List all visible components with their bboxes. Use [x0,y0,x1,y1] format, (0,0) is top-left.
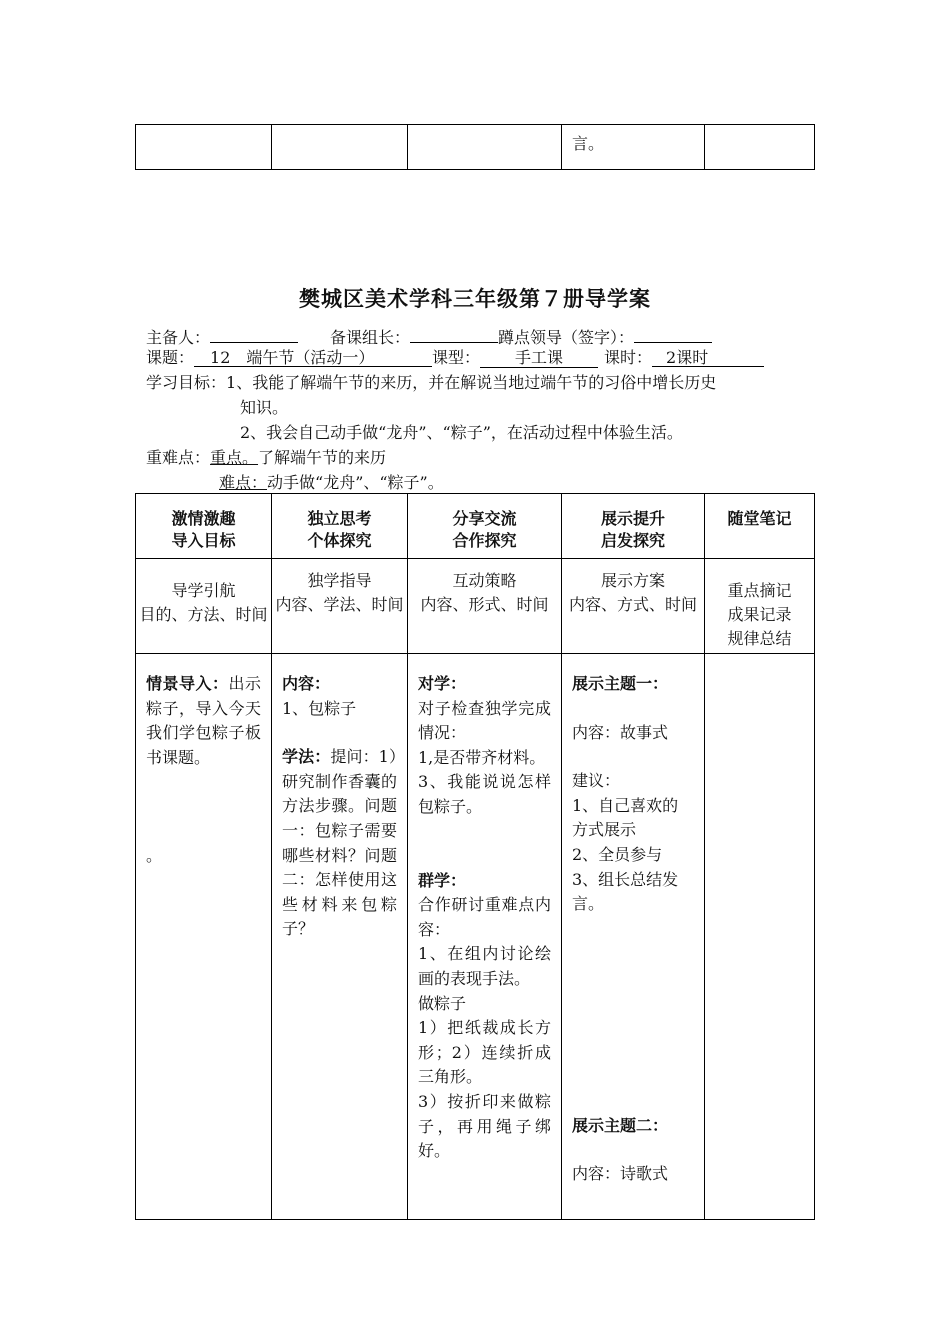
hours-value: 2课时 [652,347,764,367]
hours-label: 课时： [604,348,653,367]
group-leader-label: 备课组长： [330,328,411,347]
table-cell [705,125,815,170]
suggest-2: 2、全员参与 [572,844,663,864]
theme-2-content: 内容：诗歌式 [572,1164,669,1184]
header-cell [272,494,408,559]
type-label: 课型： [432,348,481,367]
subheader-text: 互动策略 内容、形式、时间 [420,571,549,614]
group-text-4: 1）把纸裁成长方形；2）连续折成三角形。 [418,1018,551,1087]
difficult-label: 难点： [219,473,268,492]
group-label: 群学： [418,870,467,890]
cell-text: 言。 [572,134,605,153]
subheader-text: 重点摘记 成果记录 规律总结 [727,581,792,648]
table-subheader-row [136,559,815,654]
goals-line-2: 知识。 [240,398,289,417]
suggest-3: 3、组长总结发言。 [572,869,679,914]
method-text: 提问：1）研究制作香囊的方法步骤。问题一：包粽子需要哪些材料？问题二：怎样使用这些材料来包粽子？ [282,747,397,939]
header-line: 激情激趣 [171,509,236,528]
theme-2: 展示主题二： [572,1115,669,1135]
header-cell [705,494,815,559]
subheader-cell [562,559,705,654]
pair-text-3: 3、我能说说怎样包粽子。 [418,772,551,816]
leader-label: 蹲点领导（签字）： [498,328,635,347]
subheader-text: 独学指导 内容、学法、时间 [275,571,404,614]
goal-2: 2、我会自己动手做“龙舟”、“粽子”，在活动过程中体验生活。 [240,423,683,442]
method-block [282,745,397,942]
cooperation-cell [408,654,562,1220]
page-title: 樊城区美术学科三年级第７册导学案 [299,286,651,311]
topic-line [146,347,764,369]
header-line: 展示提升 [600,509,665,528]
theme-1-content: 内容：故事式 [572,722,669,742]
group-text-5: 3）按折印来做粽子，再用绳子绑好。 [418,1091,551,1161]
table-header-row [136,494,815,559]
preparer-line [146,322,712,349]
header-line: 随堂笔记 [727,509,792,528]
leader-blank [634,322,712,343]
key-text: 了解端午节的来历 [258,448,387,467]
difficult-line [211,472,444,494]
subheader-cell [705,559,815,654]
type-value: 手工课 [480,347,598,368]
presentation-cell [562,654,705,1220]
header-line: 分享交流 [452,509,517,528]
header-line: 个体探究 [307,531,372,550]
group-leader-blank [410,322,498,343]
pair-text-1: 对子检查独学完成情况： [418,698,551,743]
subheader-cell [136,559,272,654]
intro-text: 出示粽子，导入今天我们学包粽子板书课题。 [146,674,261,767]
topic-value: 12 端午节（活动一） [194,347,432,367]
table-cell [408,125,562,170]
continued-table [135,124,815,170]
table-row [136,125,815,170]
subheader-cell [408,559,562,654]
self-study-cell [272,654,408,1220]
subheader-cell [272,559,408,654]
header-line: 独立思考 [307,509,372,528]
key-points-label: 重难点： [146,448,211,467]
group-text-3: 做粽子 [418,993,467,1013]
subheader-text: 导学引航 目的、方法、时间 [139,581,268,624]
preparer-label: 主备人： [146,328,211,347]
theme-1: 展示主题一： [572,674,669,693]
header-line: 启发探究 [600,531,665,550]
table-cell [562,125,705,170]
intro-label: 情景导入： [146,674,229,693]
key-label: 重点。 [210,448,259,467]
header-line: 导入目标 [171,531,236,550]
header-cell [136,494,272,559]
topic-label: 课题： [146,348,195,367]
notes-cell [705,654,815,1220]
preparer-blank [210,322,298,343]
intro-cell [136,654,272,1220]
method-label: 学法： [282,747,331,767]
lesson-plan-table [135,493,815,1220]
table-body-row [136,654,815,1220]
header-cell [562,494,705,559]
content-text: 1、包粽子 [282,698,357,718]
goals-label: 学习目标： [146,373,227,392]
difficult-text: 动手做“龙舟”、“粽子”。 [267,473,444,492]
group-text-2: 1、在组内讨论绘画的表现手法。 [418,944,551,988]
subheader-text: 展示方案 内容、方式、时间 [568,571,697,614]
header-line: 合作探究 [452,531,517,550]
table-cell [272,125,408,170]
table-cell [136,125,272,170]
pair-text-2: 1,是否带齐材料。 [418,747,546,767]
suggest-label: 建议： [572,771,621,791]
key-points-line [146,447,386,469]
group-text-1: 合作研讨重难点内容： [418,895,551,939]
goals-line-1 [146,372,716,394]
goal-1-a: 1、我能了解端午节的来历，并在解说当地过端午节的习俗中增长历史 [226,373,717,392]
pair-label: 对学： [418,674,467,693]
content-label: 内容： [282,674,331,693]
suggest-1: 1、自己喜欢的方式展示 [572,795,679,840]
intro-dot: 。 [146,846,163,866]
header-cell [408,494,562,559]
